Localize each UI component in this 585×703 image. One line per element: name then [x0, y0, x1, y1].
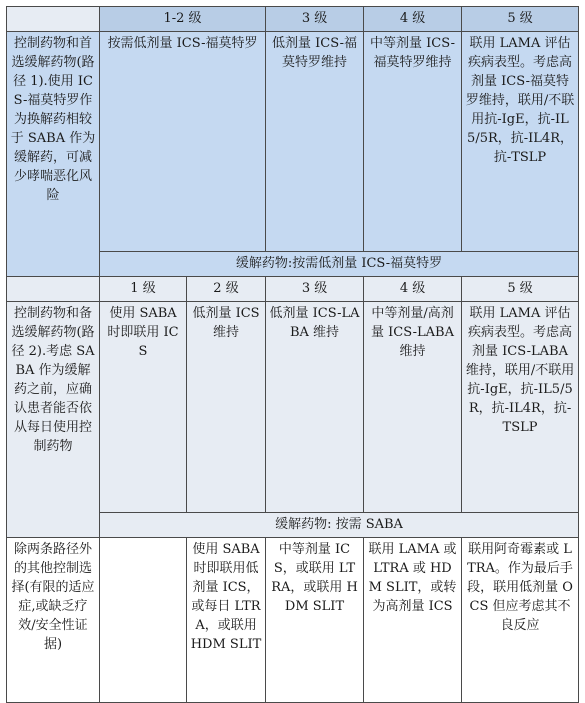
track2-label: 控制药物和备选缓解药物(路径 2).考虑 SABA 作为缓解药之前，应确认患者能否依从每日使用控制药物: [7, 302, 100, 538]
track2-step-4-cell: 中等剂量/高剂量 ICS-LABA 维持: [364, 302, 462, 513]
other-label: 除两条路径外的其他控制选择(有限的适应症,或缺乏疗效/安全性证据): [7, 538, 100, 703]
track2-step-5-cell: 联用 LAMA 评估疾病表型。考虑高剂量 ICS-LABA 维持，联用/不联用抗-IgE，抗-IL5/5R，抗-IL4R，抗-TSLP: [462, 302, 579, 513]
track1-header-row: [7, 7, 579, 32]
other-step-2-cell: 使用 SABA 时即联用低剂量 ICS，或每日 LTRA，或联用 HDM SLIT: [187, 538, 266, 703]
track1-header-step-4: 4 级: [364, 7, 462, 32]
track1-header-blank: [7, 7, 100, 32]
track1-step-1-2-cell: 按需低剂量 ICS-福莫特罗: [100, 32, 266, 252]
track2-step-3-cell: 低剂量 ICS-LABA 维持: [266, 302, 364, 513]
track1-step-3-cell: 低剂量 ICS-福莫特罗维持: [266, 32, 364, 252]
other-options-row: [7, 538, 579, 703]
other-step-3-cell: 中等剂量 ICS，或联用 LTRA，或联用 HDM SLIT: [266, 538, 364, 703]
track2-step-1-cell: 使用 SABA 时即联用 ICS: [100, 302, 187, 513]
track2-header-step-3: 3 级: [266, 277, 364, 302]
track1-header-step-5: 5 级: [462, 7, 579, 32]
track1-step-5-cell: 联用 LAMA 评估疾病表型。考虑高剂量 ICS-福莫特罗维持，联用/不联用抗-IgE，抗-IL5/5R，抗-IL4R，抗-TSLP: [462, 32, 579, 252]
asthma-treatment-table: [6, 6, 579, 703]
track2-body-row: [7, 302, 579, 513]
track1-step-4-cell: 中等剂量 ICS-福莫特罗维持: [364, 32, 462, 252]
track2-header-row: [7, 277, 579, 302]
track2-header-step-2: 2 级: [187, 277, 266, 302]
track1-label: 控制药物和首选缓解药物(路径 1).使用 ICS-福莫特罗作为换解药相较于 SABA 作为缓解药，可减少哮喘恶化风险: [7, 32, 100, 277]
track2-header-blank: [7, 277, 100, 302]
other-step-1-cell: [100, 538, 187, 703]
other-step-5-cell: 联用阿奇霉素或 LTRA。作为最后手段，联用低剂量 OCS 但应考虑其不良反应: [462, 538, 579, 703]
track2-header-step-4: 4 级: [364, 277, 462, 302]
track2-header-step-5: 5 级: [462, 277, 579, 302]
other-step-4-cell: 联用 LAMA 或 LTRA 或 HDM SLIT，或转为高剂量 ICS: [364, 538, 462, 703]
track1-header-step-1-2: 1-2 级: [100, 7, 266, 32]
track2-reliever: 缓解药物: 按需 SABA: [100, 513, 579, 538]
track1-body-row: [7, 32, 579, 252]
track2-header-step-1: 1 级: [100, 277, 187, 302]
track1-header-step-3: 3 级: [266, 7, 364, 32]
track1-reliever: 缓解药物:按需低剂量 ICS-福莫特罗: [100, 252, 579, 277]
track2-step-2-cell: 低剂量 ICS 维持: [187, 302, 266, 513]
